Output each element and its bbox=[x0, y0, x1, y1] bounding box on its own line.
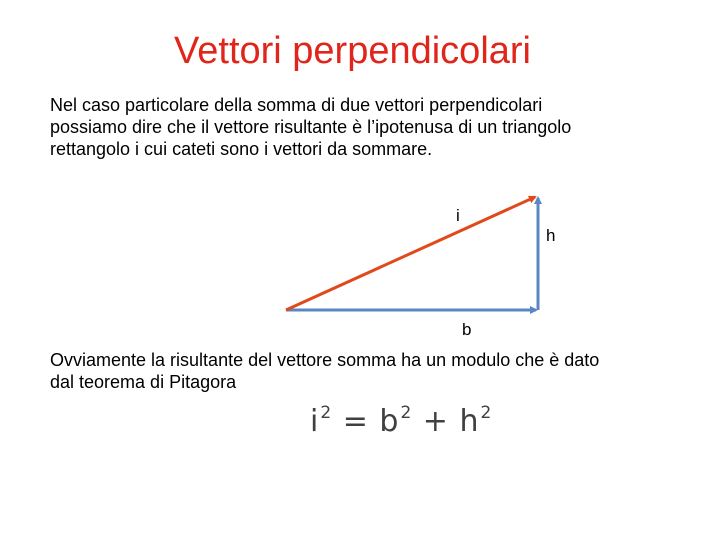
pythagoras-formula bbox=[310, 403, 492, 439]
slide-title: Vettori perpendicolari bbox=[174, 30, 531, 72]
conclusion-paragraph bbox=[50, 349, 690, 393]
label-h: h bbox=[546, 226, 556, 245]
formula-equals: = bbox=[332, 404, 380, 439]
formula-plus: + bbox=[412, 404, 460, 439]
resultant-vector-i bbox=[286, 197, 535, 310]
intro-line: Nel caso particolare della somma di due vettori perpendicolari bbox=[50, 95, 543, 115]
intro-line: possiamo dire che il vettore risultante è l’ipotenusa di un triangolo bbox=[50, 117, 572, 137]
intro-line: rettangolo i cui cateti sono i vettori da sommare. bbox=[50, 139, 433, 159]
formula-exponent: 2 bbox=[400, 403, 413, 423]
formula-i: i bbox=[310, 404, 320, 439]
formula-h: h bbox=[459, 404, 480, 439]
conclusion-line: dal teorema di Pitagora bbox=[50, 372, 237, 392]
conclusion-line: Ovviamente la risultante del vettore somma ha un modulo che è dato bbox=[50, 350, 600, 370]
formula-exponent: 2 bbox=[320, 403, 333, 423]
label-i: i bbox=[456, 206, 460, 225]
formula-b: b bbox=[379, 404, 400, 439]
formula-exponent: 2 bbox=[480, 403, 493, 423]
label-b: b bbox=[462, 320, 472, 339]
